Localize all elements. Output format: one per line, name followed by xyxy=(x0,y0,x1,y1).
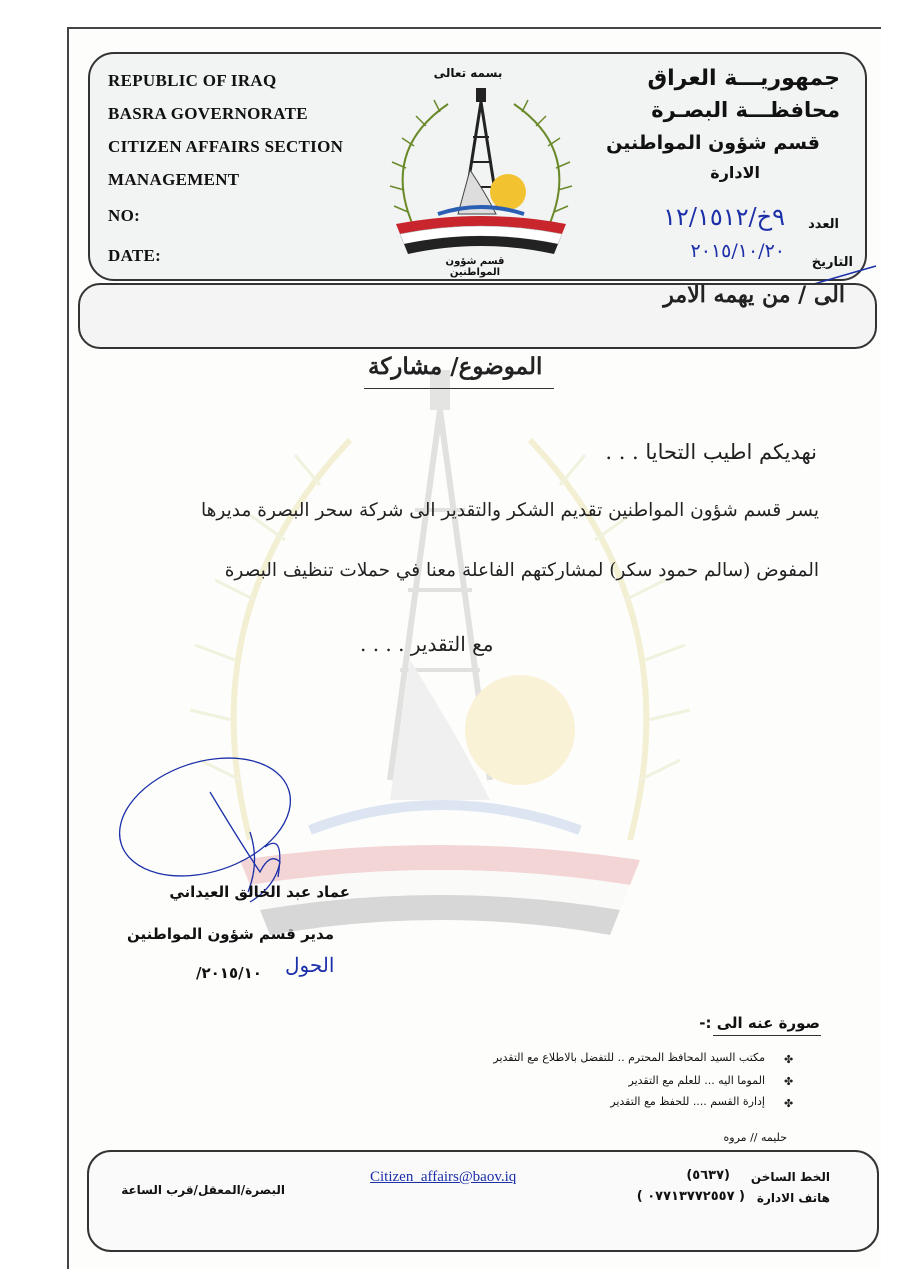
number-value: ٩خ/١٢/١٥١٢ xyxy=(663,203,785,231)
date-label-ar: التاريخ xyxy=(811,255,853,270)
date-label: DATE: xyxy=(108,246,162,265)
copy-item-2: الموما اليه ... للعلم مع التقدير xyxy=(628,1074,765,1087)
logo-caption: قسم شؤون المواطنين xyxy=(445,256,505,278)
hotline-value: (٥٦٣٧) xyxy=(686,1168,730,1183)
letterhead-en-line-3: CITIZEN AFFAIRS SECTION xyxy=(108,137,344,156)
address: البصرة/المعقل/قرب الساعة xyxy=(121,1183,285,1197)
copies-heading: صورة عنه الى :- xyxy=(699,1014,820,1032)
signatory-name: عماد عبد الخالق العيداني xyxy=(169,883,350,901)
signatory-title: مدير قسم شؤون المواطنين xyxy=(127,925,334,943)
signature-date: ٢٠١٥/١٠/ xyxy=(196,964,262,982)
handwritten-note: الحول xyxy=(285,953,335,977)
letterhead-ar-section: قسم شؤون المواطنين xyxy=(606,132,820,154)
typist-initials: حليمه // مروه xyxy=(723,1131,787,1144)
copy-item-1: مكتب السيد المحافظ المحترم .. للتفضل بالاطلاع مع التقدير xyxy=(493,1051,765,1064)
subject: الموضوع/ مشاركة xyxy=(368,353,543,380)
copy-bullet-icon: ✤ xyxy=(784,1053,794,1066)
recipient: الى / من يهمه الامر xyxy=(663,282,845,308)
no-label: NO: xyxy=(108,206,141,225)
phone-label: هاتف الادارة xyxy=(756,1191,830,1205)
copy-bullet-icon: ✤ xyxy=(784,1097,794,1110)
greeting: نهديكم اطيب التحايا . . . xyxy=(605,440,817,464)
body-line-1: يسر قسم شؤون المواطنين تقديم الشكر والتقدير الى شركة سحر البصرة مديرها xyxy=(201,500,819,521)
hotline-label: الخط الساخن xyxy=(750,1170,830,1184)
letterhead-ar-governorate: محافظـــة البصـرة xyxy=(651,98,840,122)
body-line-2: المفوض (سالم حمود سكر) لمشاركتهم الفاعلة معنا في حملات تنظيف البصرة xyxy=(224,560,819,581)
watermark-logo xyxy=(160,360,720,1060)
number-label: العدد xyxy=(808,217,839,232)
letterhead-en-line-1: REPUBLIC OF IRAQ xyxy=(108,71,277,90)
letterhead-en-line-2: BASRA GOVERNORATE xyxy=(108,104,308,123)
logo-basmala: بسمه تعالى xyxy=(433,66,503,80)
header-logo xyxy=(388,82,574,274)
subject-underline xyxy=(364,388,554,389)
letterhead-ar-admin: الادارة xyxy=(710,163,760,182)
copy-bullet-icon: ✤ xyxy=(784,1075,794,1088)
copy-item-3: إدارة القسم .... للحفظ مع التقدير xyxy=(610,1095,765,1108)
closing: مع التقدير . . . . xyxy=(360,632,494,656)
email-link[interactable]: Citizen_affairs@baov.iq xyxy=(370,1169,517,1185)
phone-value: ( ٠٧٧١٣٧٧٢٥٥٧ ) xyxy=(636,1189,745,1204)
date-value: ٢٠١٥/١٠/٢٠ xyxy=(690,240,785,262)
letterhead-en-line-4: MANAGEMENT xyxy=(108,170,240,189)
letterhead-ar-country: جمهوريـــة العراق xyxy=(647,66,840,91)
copies-underline xyxy=(713,1035,821,1036)
